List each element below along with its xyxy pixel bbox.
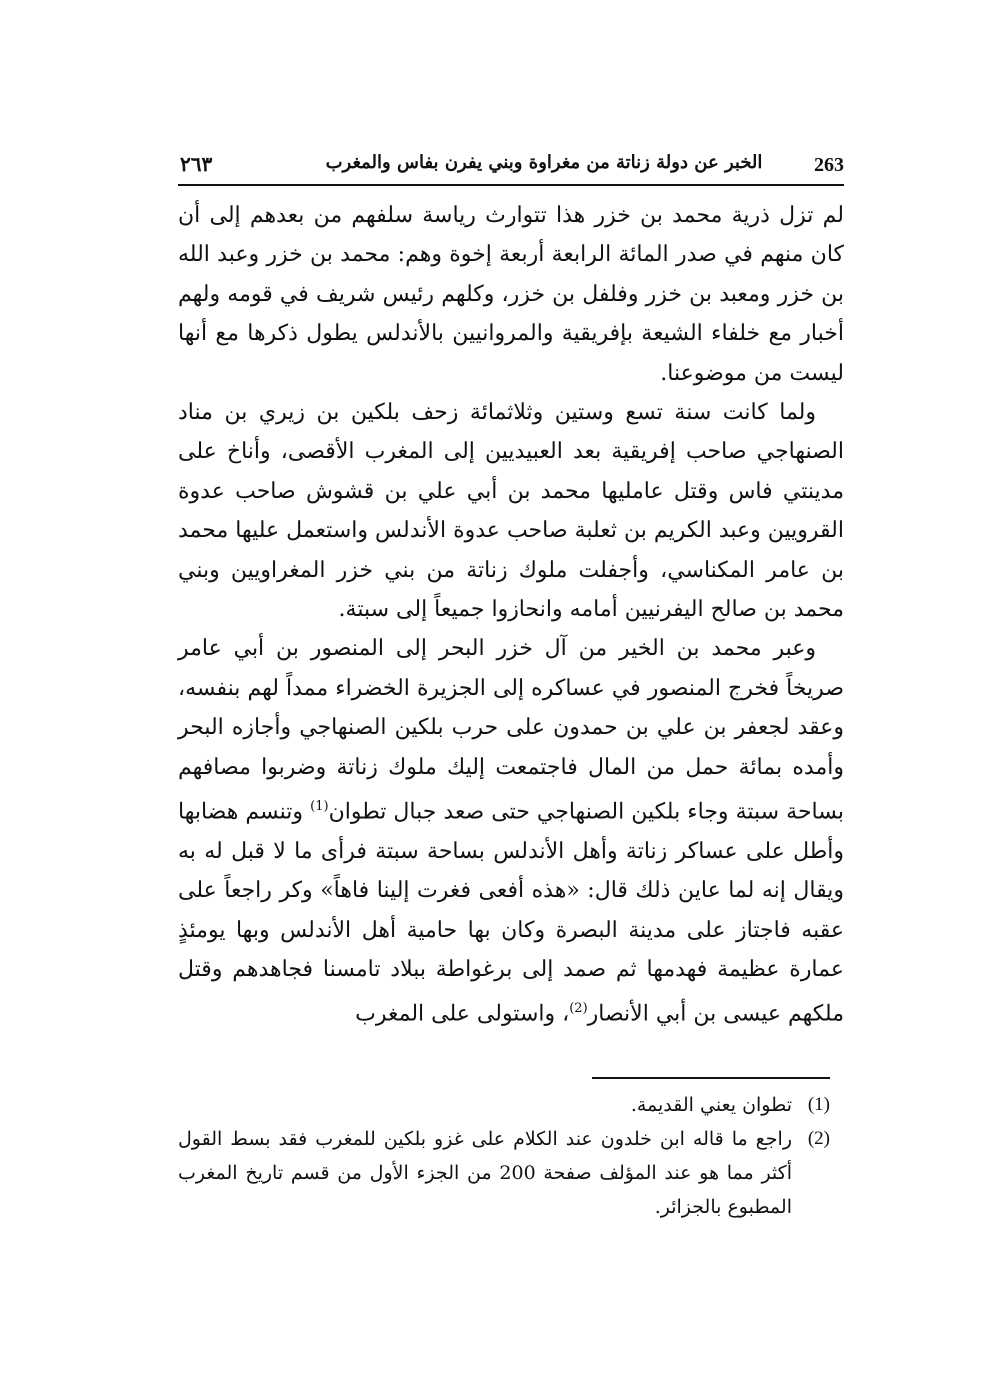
footnote-1 — [178, 1088, 830, 1122]
paragraph-3-start: وعبر محمد بن الخير من آل خزر البحر إلى المنصور بن أبي عامر صريخاً فخرج المنصور في عساكره إلى الجزيرة الخضراء ممداً لهم بنفسه، وعقد لجعفر بن علي بن حمدون على حرب بلكين الصنهاجي وأجازه البحر وأمده بمائة حمل من المال فاجتمعت إليك ملوك زناتة وضربوا مصافهم بساحة سبتة وجاء بلكين الصنهاجي حتى صعد جبال تطوان — [178, 636, 844, 825]
page-number-arabic: ٢٦٣ — [180, 152, 213, 176]
footnotes — [178, 1088, 830, 1224]
paragraph-1: لم تزل ذرية محمد بن خزر هذا تتوارث رياسة سلفهم من بعدهم إلى أن كان منهم في صدر المائة الرابعة أربعة إخوة وهم: محمد بن خزر وعبد الله بن خزر ومعبد بن خزر وفلفل بن خزر، وكلهم رئيس شريف في قومه ولهم أخبار مع خلفاء الشيعة بإفريقية والمروانيين بالأندلس يطول ذكرها مع أنها ليست من موضوعنا. — [178, 203, 844, 386]
header-rule — [178, 184, 844, 186]
paragraph-2: ولما كانت سنة تسع وستين وثلاثمائة زحف بلكين بن زيري بن مناد الصنهاجي صاحب إفريقية بعد العبيديين إلى المغرب الأقصى، وأناخ على مدينتي فاس وقتل عامليها محمد بن أبي علي بن قشوش صاحب عدوة القرويين وعبد الكريم بن ثعلبة صاحب عدوة الأندلس واستعمل عليها محمد بن عامر المكناسي، وأجفلت ملوك زناتة من بني خزر المغراويين وبني محمد بن صالح اليفرنيين أمامه وانحازوا جميعاً إلى سبتة. — [178, 400, 844, 623]
footnote-text: راجع ما قاله ابن خلدون عند الكلام على غزو بلكين للمغرب فقد بسط القول أكثر مما هو عند المؤلف صفحة 200 من الجزء الأول من قسم تاريخ المغرب المطبوع بالجزائر. — [178, 1128, 792, 1218]
footnote-ref-2[interactable]: (2) — [569, 1001, 588, 1017]
footnote-2 — [178, 1122, 830, 1224]
running-header — [178, 148, 844, 186]
paragraph-3 — [178, 629, 844, 1034]
page-number-latin: 263 — [814, 154, 844, 176]
footnote-separator — [592, 1077, 830, 1079]
paragraph-3-continued: وتنسم هضابها وأطل على عساكر زناتة وأهل الأندلس بساحة سبتة فرأى ما لا قبل له به ويقال إنه لما عاين ذلك قال: «هذه أفعى فغرت إلينا فاهاً» وكر راجعاً على عقبه فاجتاز على مدينة البصرة وكان بها حامية أهل الأندلس وبها يومئذٍ عمارة عظيمة فهدمها ثم صمد إلى برغواطة ببلاد تامسنا فجاهدهم وقتل ملكهم عيسى بن أبي الأنصار — [178, 799, 844, 1027]
footnote-text: تطوان يعني القديمة. — [630, 1094, 792, 1116]
footnote-number: (2) — [807, 1128, 830, 1149]
footnote-ref-1[interactable]: (1) — [310, 799, 329, 815]
footnote-number: (1) — [807, 1094, 830, 1115]
running-title: الخبر عن دولة زناتة من مغراوة وبني يفرن بفاس والمغرب — [325, 152, 763, 173]
main-text — [178, 196, 844, 1034]
paragraph-3-end: ، واستولى على المغرب — [355, 1001, 570, 1027]
